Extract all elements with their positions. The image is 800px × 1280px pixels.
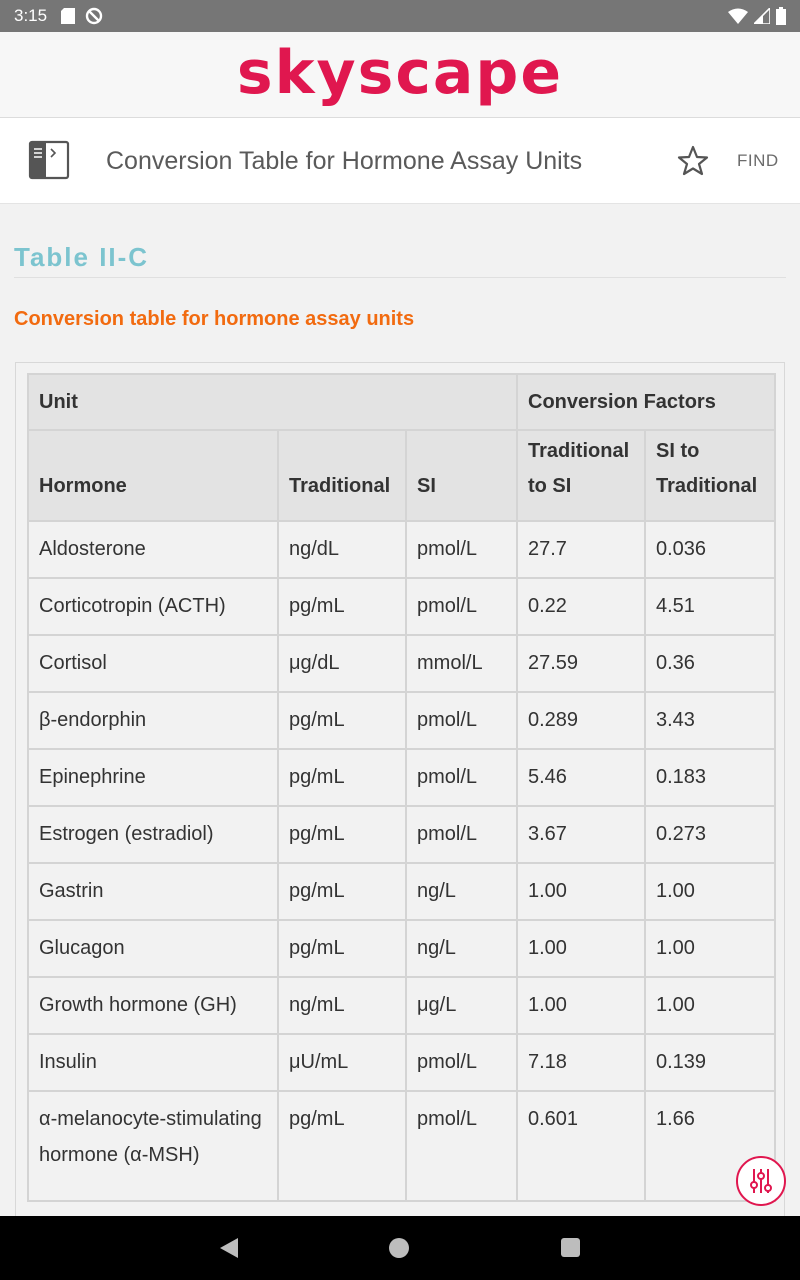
cell-traditional: μU/mL <box>278 1034 406 1091</box>
cell-si: pmol/L <box>406 1034 517 1091</box>
settings-fab[interactable] <box>736 1156 786 1206</box>
cell-hormone: Corticotropin (ACTH) <box>28 578 278 635</box>
cell-traditional: pg/mL <box>278 1091 406 1201</box>
table-row <box>28 863 775 920</box>
status-left-icons <box>61 7 103 25</box>
conversion-table <box>27 373 776 1202</box>
heading-divider <box>14 277 786 278</box>
signal-icon <box>754 8 770 24</box>
group-header-conversion-factors: Conversion Factors <box>517 374 775 430</box>
cell-si-to-traditional: 0.273 <box>645 806 775 863</box>
column-header-si: SI <box>406 430 517 521</box>
column-header-row <box>28 430 775 521</box>
table-row <box>28 977 775 1034</box>
cell-si-to-traditional: 4.51 <box>645 578 775 635</box>
cell-traditional-to-si: 3.67 <box>517 806 645 863</box>
cell-si: pmol/L <box>406 692 517 749</box>
back-icon[interactable] <box>219 1237 239 1259</box>
cell-traditional: ng/dL <box>278 521 406 578</box>
cell-si: ng/L <box>406 863 517 920</box>
table-row <box>28 692 775 749</box>
cell-traditional-to-si: 1.00 <box>517 977 645 1034</box>
cell-hormone: Gastrin <box>28 863 278 920</box>
cell-traditional-to-si: 0.289 <box>517 692 645 749</box>
star-icon[interactable] <box>676 144 710 178</box>
recents-icon[interactable] <box>561 1238 580 1257</box>
table-frame <box>15 362 785 1216</box>
table-row <box>28 1034 775 1091</box>
group-header-row <box>28 374 775 430</box>
cell-hormone: Growth hormone (GH) <box>28 977 278 1034</box>
table-row <box>28 578 775 635</box>
cell-traditional: pg/mL <box>278 749 406 806</box>
status-bar <box>0 0 800 32</box>
cell-traditional: pg/mL <box>278 920 406 977</box>
cell-si-to-traditional: 3.43 <box>645 692 775 749</box>
cell-traditional-to-si: 27.59 <box>517 635 645 692</box>
cell-si: mmol/L <box>406 635 517 692</box>
cell-hormone: Glucagon <box>28 920 278 977</box>
equalizer-icon <box>744 1164 778 1198</box>
title-bar <box>0 118 800 204</box>
cell-traditional-to-si: 27.7 <box>517 521 645 578</box>
cell-hormone: Cortisol <box>28 635 278 692</box>
table-of-contents-icon[interactable] <box>28 140 70 180</box>
cell-si-to-traditional: 1.00 <box>645 977 775 1034</box>
sd-card-icon <box>61 8 75 24</box>
cell-traditional-to-si: 0.601 <box>517 1091 645 1201</box>
cell-traditional: pg/mL <box>278 863 406 920</box>
table-row <box>28 920 775 977</box>
cell-traditional: pg/mL <box>278 692 406 749</box>
table-caption: Conversion table for hormone assay units <box>14 308 415 330</box>
cell-si: pmol/L <box>406 749 517 806</box>
cell-traditional: μg/dL <box>278 635 406 692</box>
column-header-si-to-traditional: SI to Traditional <box>645 430 775 521</box>
cell-hormone: Epinephrine <box>28 749 278 806</box>
cell-si: pmol/L <box>406 806 517 863</box>
cell-traditional-to-si: 0.22 <box>517 578 645 635</box>
status-time: 3:15 <box>14 6 48 25</box>
content-area[interactable] <box>0 204 800 1216</box>
cell-si: pmol/L <box>406 578 517 635</box>
sync-blocked-icon <box>85 7 103 25</box>
cell-traditional-to-si: 1.00 <box>517 863 645 920</box>
cell-traditional: pg/mL <box>278 578 406 635</box>
table-row <box>28 749 775 806</box>
column-header-hormone: Hormone <box>28 430 278 521</box>
cell-si: ng/L <box>406 920 517 977</box>
group-header-unit: Unit <box>28 374 517 430</box>
skyscape-logo: skyscape <box>236 37 564 108</box>
status-right-icons <box>728 7 786 25</box>
cell-traditional-to-si: 7.18 <box>517 1034 645 1091</box>
wifi-icon <box>728 8 748 24</box>
table-row <box>28 1091 775 1201</box>
cell-si: pmol/L <box>406 521 517 578</box>
cell-traditional: ng/mL <box>278 977 406 1034</box>
cell-si-to-traditional: 0.139 <box>645 1034 775 1091</box>
cell-hormone: α-melanocyte-stimulating hormone (α-MSH) <box>28 1091 278 1201</box>
cell-si-to-traditional: 1.00 <box>645 863 775 920</box>
brand-header <box>0 32 800 118</box>
cell-hormone: Aldosterone <box>28 521 278 578</box>
cell-si-to-traditional: 1.66 <box>645 1091 775 1201</box>
table-heading: Table II-C <box>14 242 150 272</box>
table-row <box>28 521 775 578</box>
cell-traditional: pg/mL <box>278 806 406 863</box>
cell-si: pmol/L <box>406 1091 517 1201</box>
table-row <box>28 635 775 692</box>
cell-traditional-to-si: 5.46 <box>517 749 645 806</box>
cell-si-to-traditional: 0.36 <box>645 635 775 692</box>
column-header-traditional: Traditional <box>278 430 406 521</box>
column-header-traditional-to-si: Traditional to SI <box>517 430 645 521</box>
cell-si-to-traditional: 0.036 <box>645 521 775 578</box>
home-icon[interactable] <box>389 1238 409 1258</box>
cell-si-to-traditional: 1.00 <box>645 920 775 977</box>
cell-si: μg/L <box>406 977 517 1034</box>
cell-hormone: Insulin <box>28 1034 278 1091</box>
cell-si-to-traditional: 0.183 <box>645 749 775 806</box>
system-nav-bar <box>0 1216 800 1280</box>
table-row <box>28 806 775 863</box>
cell-traditional-to-si: 1.00 <box>517 920 645 977</box>
cell-hormone: β-endorphin <box>28 692 278 749</box>
battery-icon <box>776 7 786 25</box>
page-title: Conversion Table for Hormone Assay Units <box>106 146 583 175</box>
find-button[interactable]: FIND <box>737 151 779 170</box>
cell-hormone: Estrogen (estradiol) <box>28 806 278 863</box>
